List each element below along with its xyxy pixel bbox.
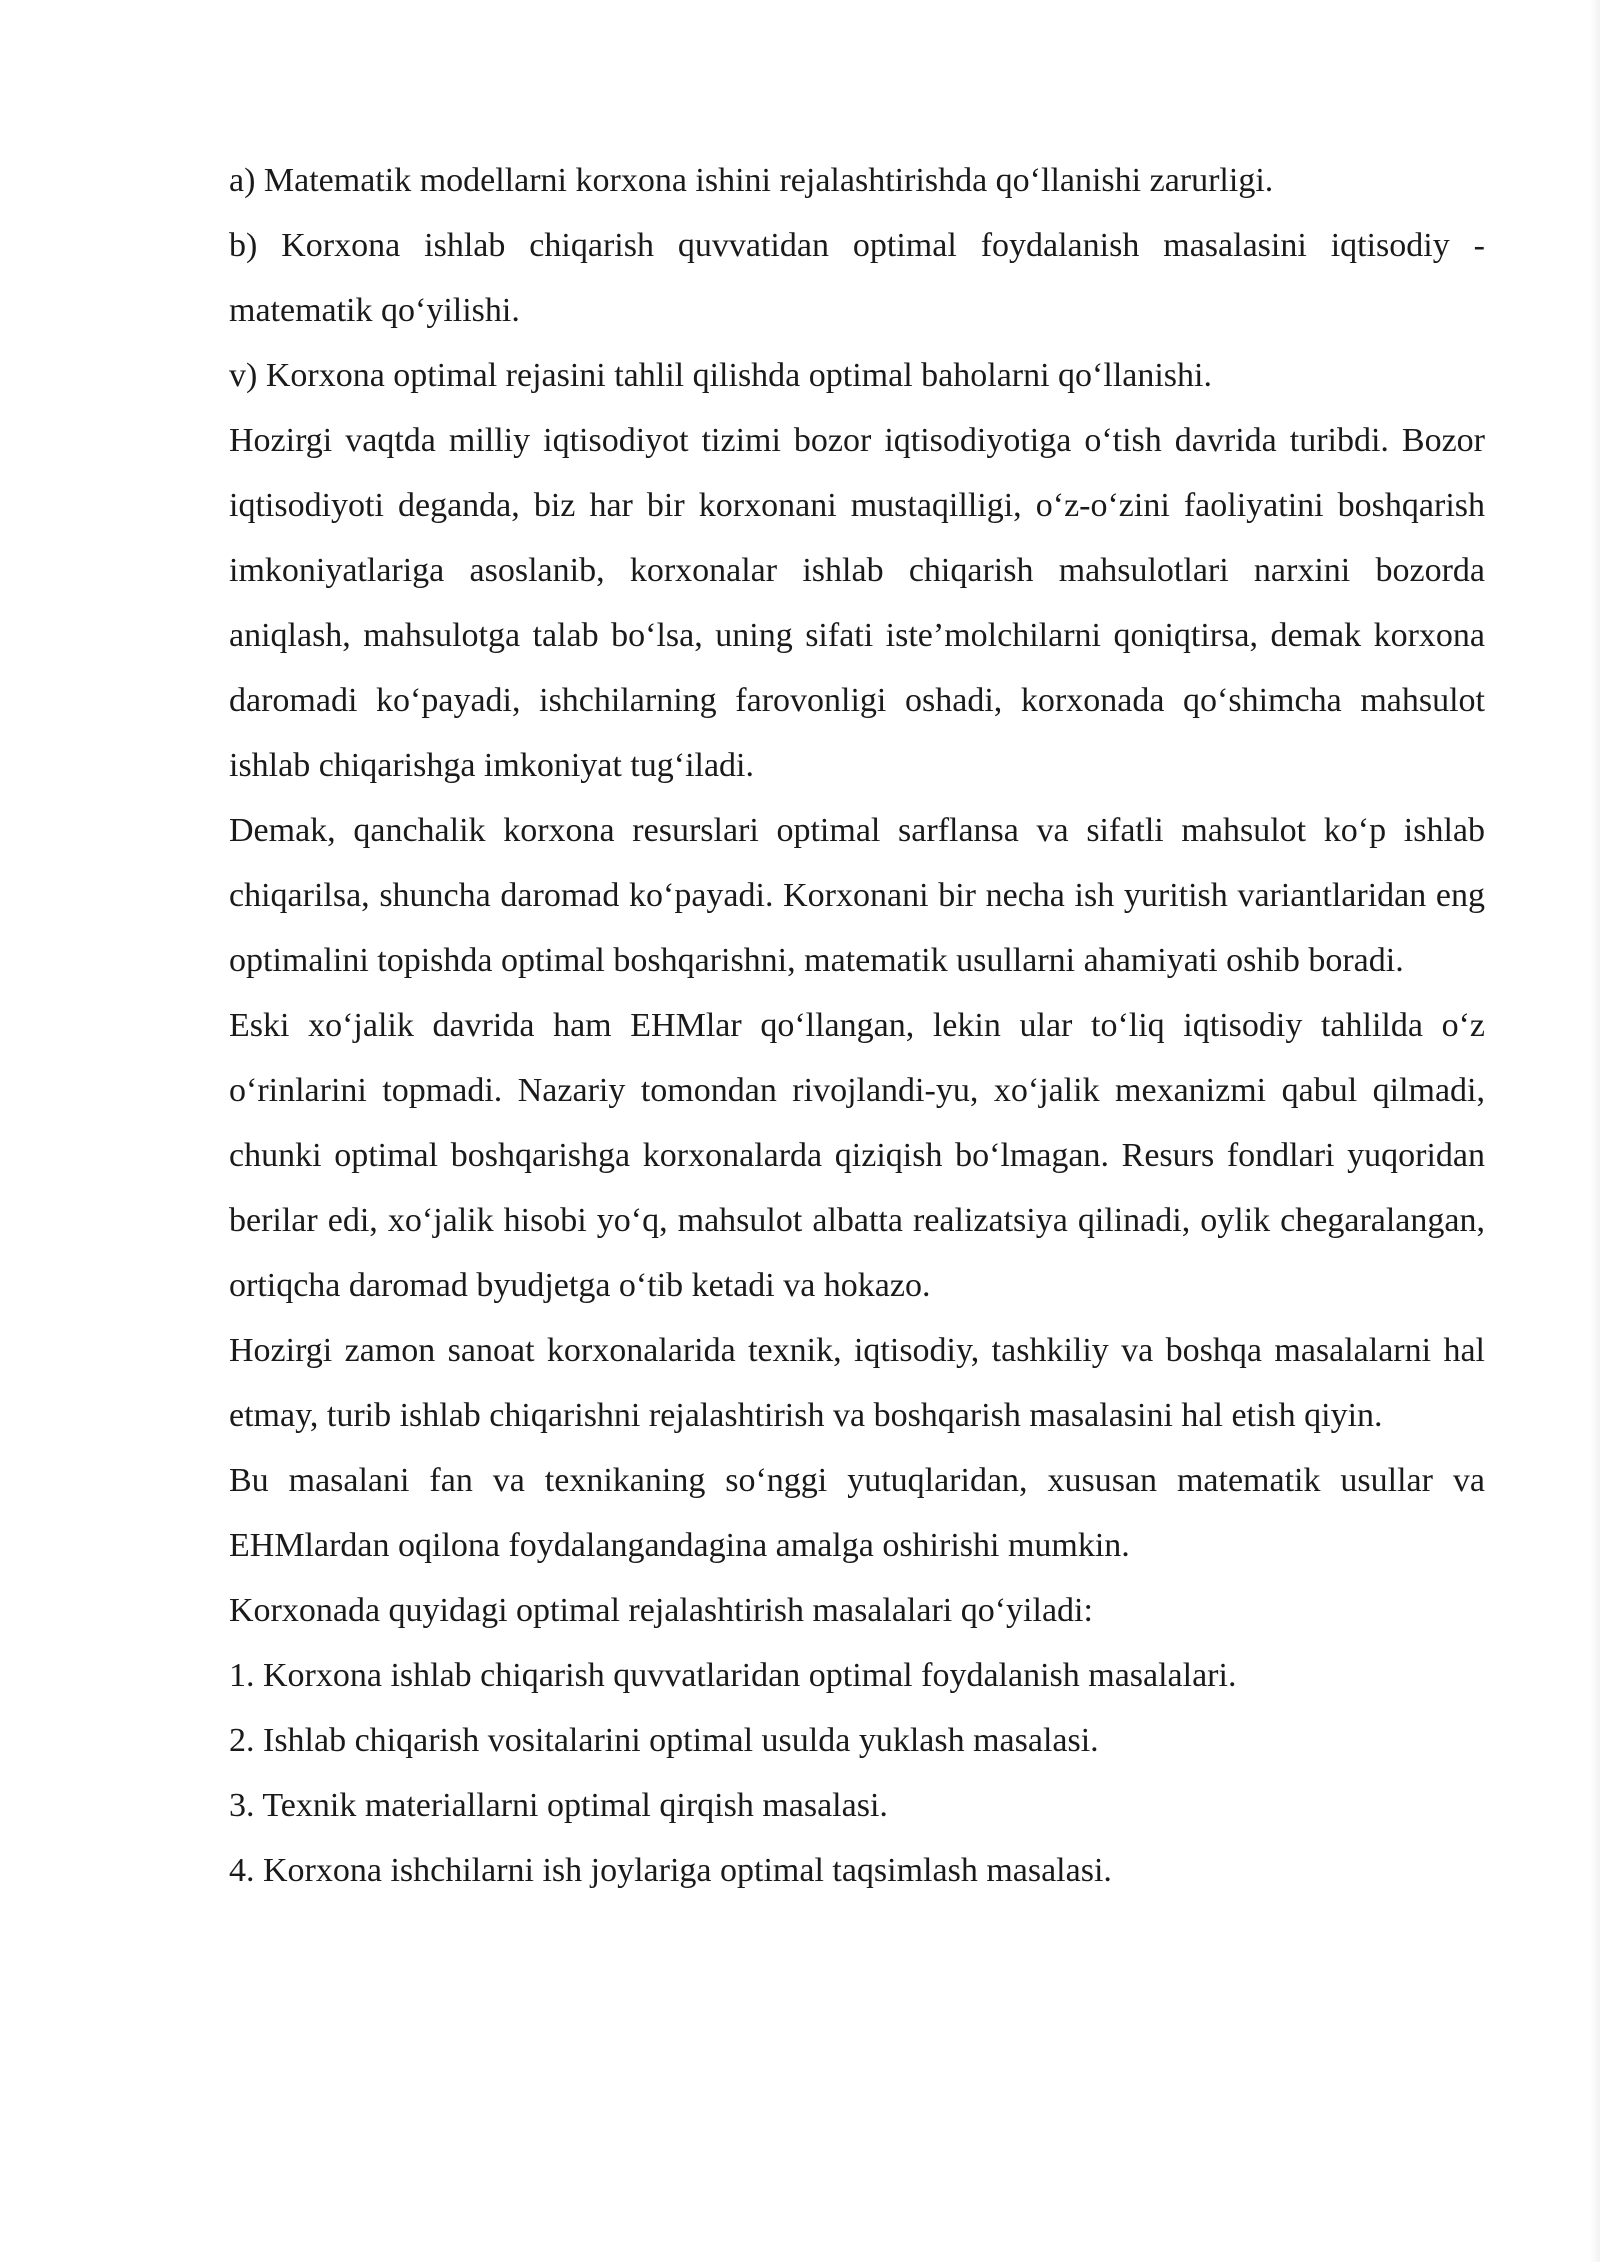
list-item-4: 4. Korxona ishchilarni ish joylariga optimal taqsimlash masalasi. bbox=[229, 1852, 1112, 1889]
list-item-2: 2. Ishlab chiqarish vositalarini optimal usulda yuklash masalasi. bbox=[229, 1722, 1099, 1759]
paragraph-eski-xojalik: Eski xo‘jalik davrida ham EHMlar qo‘llangan, lekin ular to‘liq iqtisodiy tahlilda o‘z o‘rinlarini topmadi. Nazariy tomondan rivojlandi-yu, xo‘jalik mexanizmi qabul qilmadi, chunki optimal boshqarishga korxonalarda qiziqish bo‘lmagan. Resurs fondlari yuqoridan berilar edi, xo‘jalik hisobi yo‘q, mahsulot albatta realizatsiya qilinadi, oylik chegaralangan, ortiqcha daromad byudjetga o‘tib ketadi va hokazo. bbox=[229, 1007, 1485, 1304]
paragraph-hozirgi-zamon: Hozirgi zamon sanoat korxonalarida texnik, iqtisodiy, tashkiliy va boshqa masalalarni hal etmay, turib ishlab chiqarishni rejalashtirish va boshqarish masalasini hal etish qiyin. bbox=[229, 1332, 1485, 1434]
page-edge-shadow bbox=[1590, 0, 1600, 2262]
paragraph-bozor-iqtisodiyoti: Hozirgi vaqtda milliy iqtisodiyot tizimi bozor iqtisodiyotiga o‘tish davrida turibdi. Bozor iqtisodiyoti deganda, biz har bir korxonani mustaqilligi, o‘z-o‘zini faoliyatini boshqarish imkoniyatlariga asoslanib, korxonalar ishlab chiqarish mahsulotlari narxini bozorda aniqlash, mahsulotga talab bo‘lsa, uning sifati iste’molchilarni qoniqtirsa, demak korxona daromadi ko‘payadi, ishchilarning farovonligi oshadi, korxonada qo‘shimcha mahsulot ishlab chiqarishga imkoniyat tug‘iladi. bbox=[229, 422, 1485, 784]
document-page bbox=[229, 148, 1485, 1903]
paragraph-v: v) Korxona optimal rejasini tahlil qilishda optimal baholarni qo‘llanishi. bbox=[229, 357, 1212, 394]
paragraph-a: a) Matematik modellarni korxona ishini rejalashtirishda qo‘llanishi zarurligi. bbox=[229, 162, 1274, 199]
list-item-3: 3. Texnik materiallarni optimal qirqish masalasi. bbox=[229, 1787, 888, 1824]
paragraph-list-intro: Korxonada quyidagi optimal rejalashtirish masalalari qo‘yiladi: bbox=[229, 1592, 1093, 1629]
paragraph-demak: Demak, qanchalik korxona resurslari optimal sarflansa va sifatli mahsulot ko‘p ishlab chiqarilsa, shuncha daromad ko‘payadi. Korxonani bir necha ish yuritish variantlaridan eng optimalini topishda optimal boshqarishni, matematik usullarni ahamiyati oshib boradi. bbox=[229, 812, 1485, 979]
paragraph-b: b) Korxona ishlab chiqarish quvvatidan optimal foydalanish masalasini iqtisodiy - matematik qo‘yilishi. bbox=[229, 227, 1485, 329]
list-item-1: 1. Korxona ishlab chiqarish quvvatlaridan optimal foydalanish masalalari. bbox=[229, 1657, 1237, 1694]
paragraph-bu-masalani: Bu masalani fan va texnikaning so‘nggi yutuqlaridan, xususan matematik usullar va EHMlardan oqilona foydalangandagina amalga oshirishi mumkin. bbox=[229, 1462, 1485, 1564]
